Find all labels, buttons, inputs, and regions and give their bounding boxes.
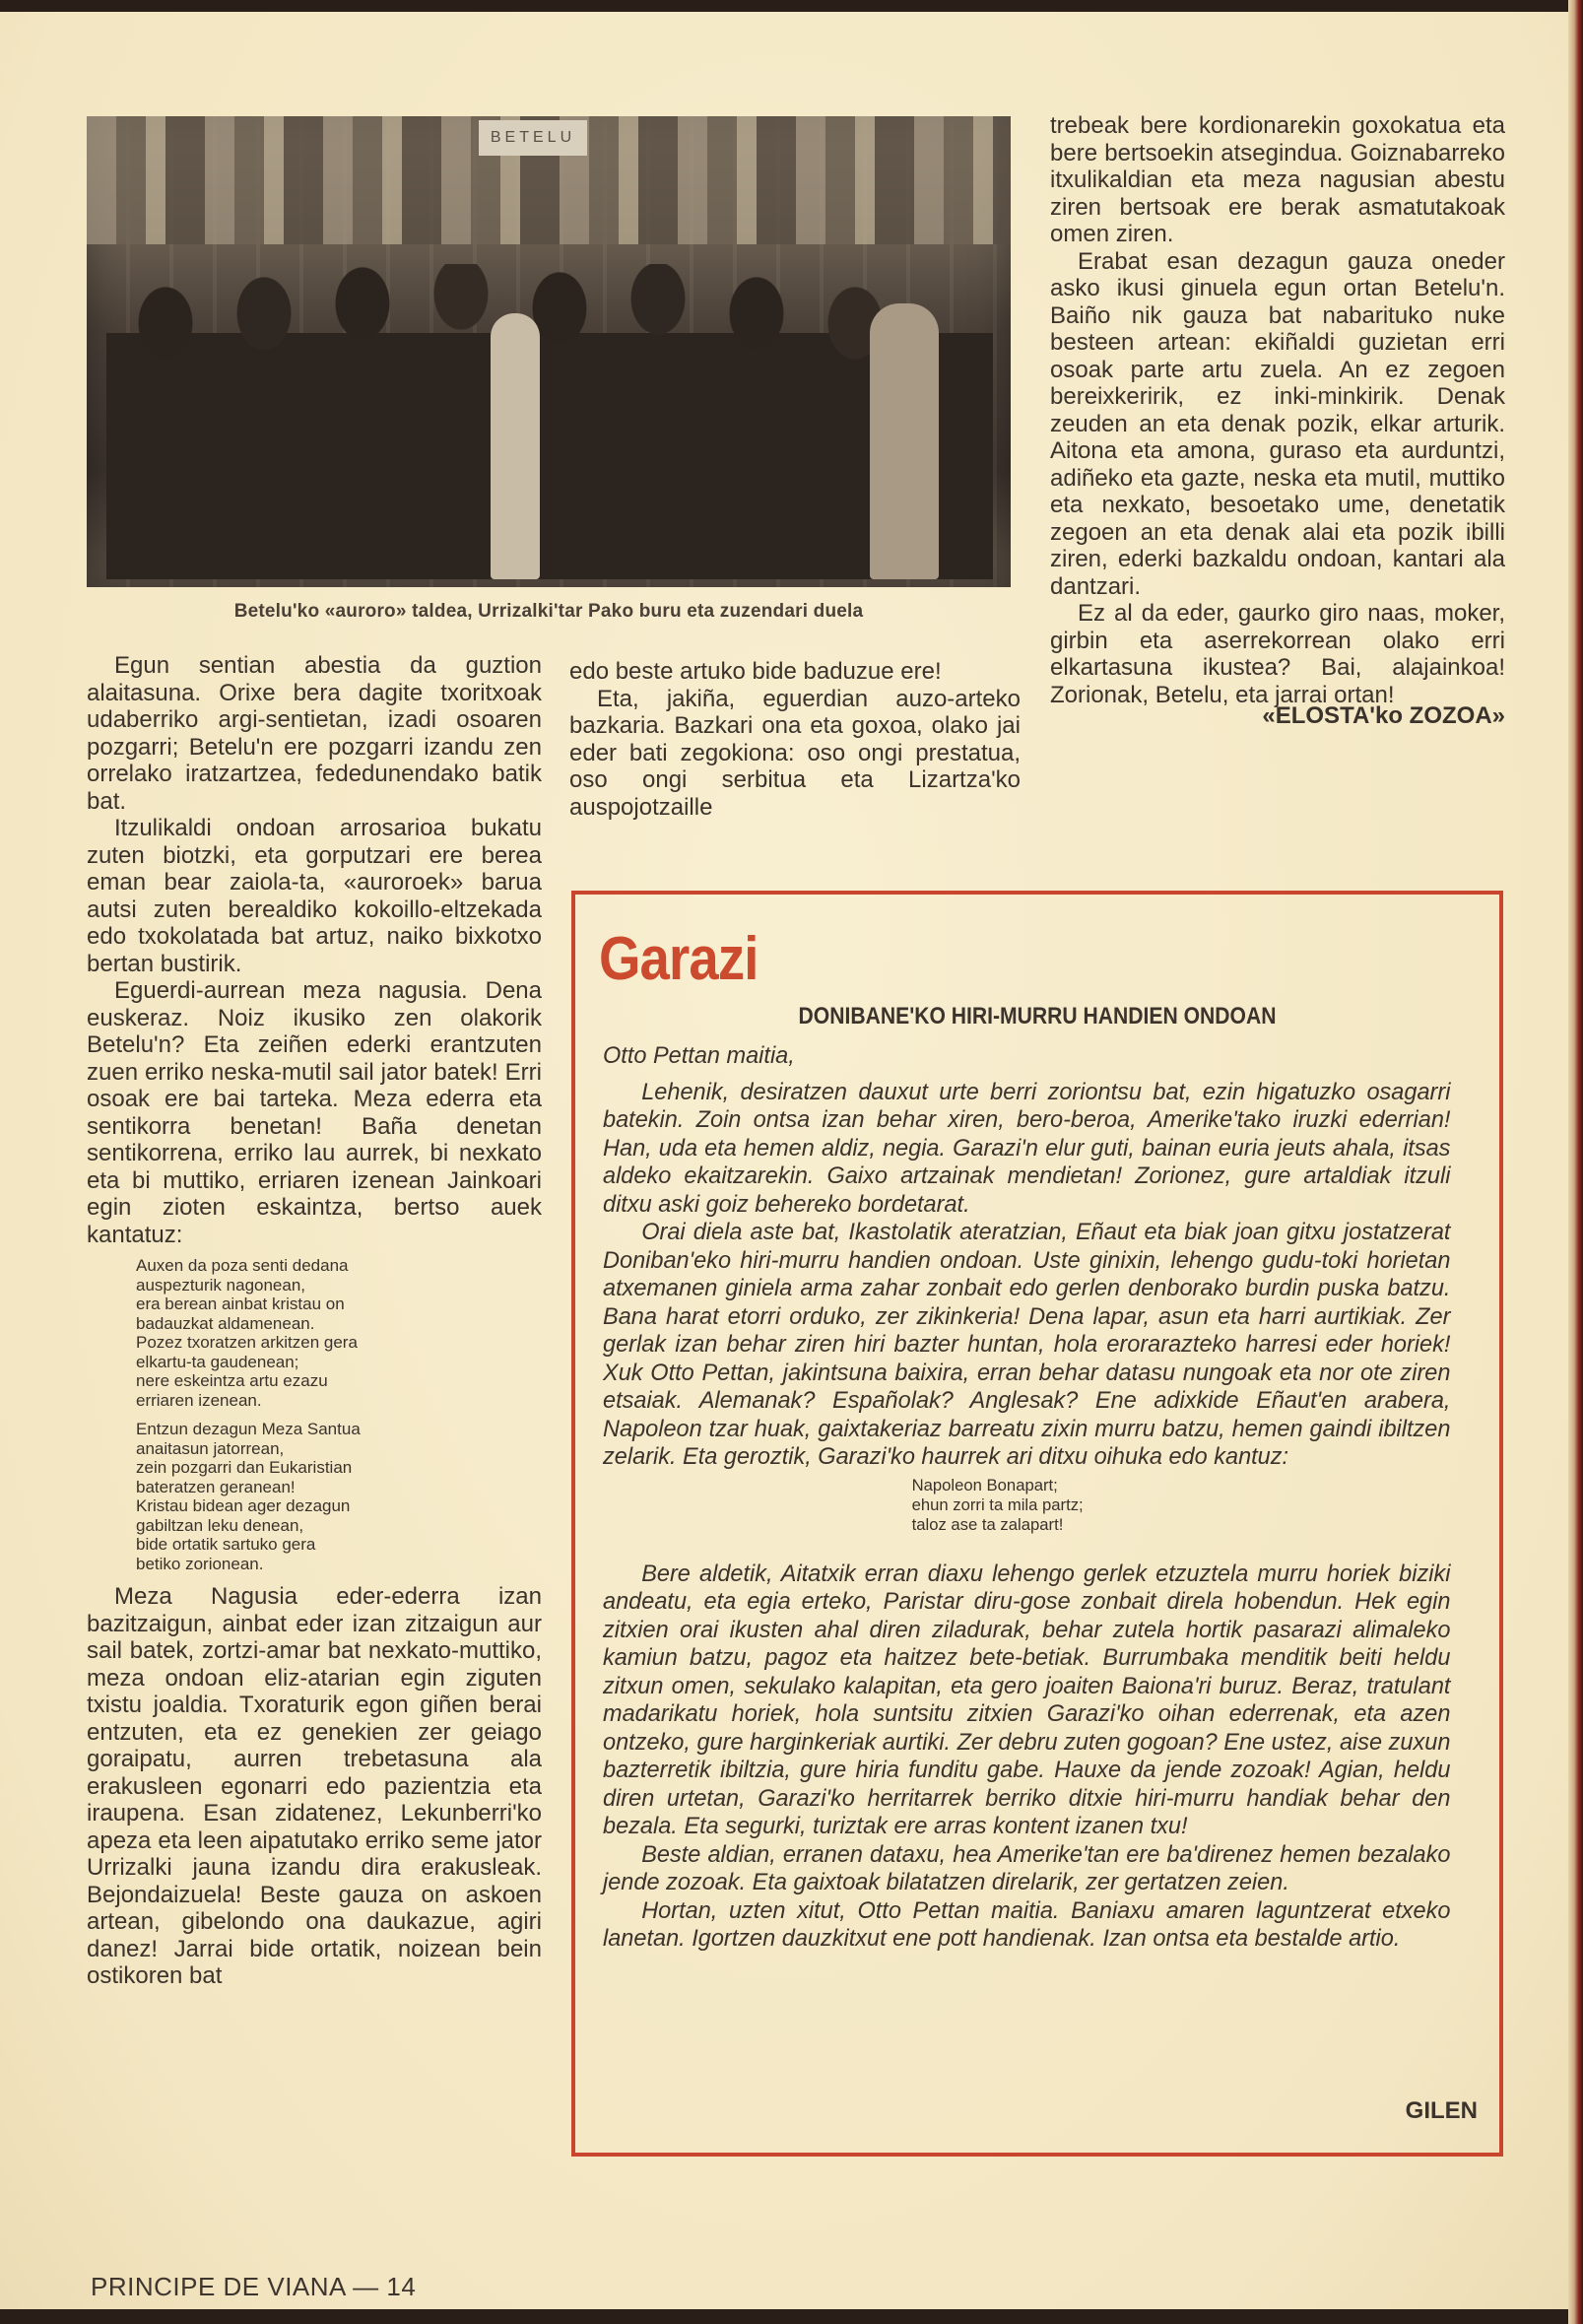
photo-caption: Betelu'ko «auroro» taldea, Urrizalki'tar Pako buru eta zuzendari duela [233, 601, 864, 622]
garazi-letter-body [603, 1042, 1450, 1954]
verse-line: erriaren izenean. [136, 1390, 262, 1410]
paragraph: Eta, jakiña, eguerdian auzo-arteko bazkaria. Bazkari ona eta goxoa, olako jai eder bati zegokiona: oso ongi prestatua, oso ongi serbitua eta Lizartza'ko auspojotzaille [569, 685, 1021, 821]
paragraph: Egun sentian abestia da guztion alaitasuna. Orixe bera dagite txoritxoak udaberriko argi-sentietan, izadi osoaren pozgarri; Betelu'n ere pozgarri izandu zen orrelako iratzartzea, fededunendako batik bat. [87, 652, 542, 815]
garazi-article-box [571, 891, 1503, 2157]
verse-line: Pozez txoratzen arkitzen gera [136, 1333, 358, 1352]
garazi-title: Garazi [599, 925, 759, 993]
paragraph: Lehenik, desiratzen dauxut urte berri zoriontsu bat, ezin higatuzko osagarri batekin. Zoin ontsa izan behar xiren, bero-beroa, Amerike'tako iruzki ederrian! Han, uda eta hemen aldiz, negia. Garazi'n elur guti, bainan euria jeuts ahala, itsas aldeko ekaitzarekin. Gaixo artzainak mendietan! Zorionez, gure artaldiak itzuli ditxu aski goiz behereko bordetarat. [603, 1078, 1451, 1218]
paragraph: Itzulikaldi ondoan arrosarioa bukatu zuten biotzki, eta gorputzari ere berea eman bear zaiola-ta, «auroroek» barua autsi zuten berealdiko kokoillo-eltzekada edo txokolatada bat artuz, naiko bixkotxo bertan bustirik. [87, 815, 542, 977]
article-right-column [1050, 112, 1505, 730]
verse-line: nere eskeintza artu ezazu [136, 1371, 328, 1390]
paragraph: Beste aldian, erranen dataxu, hea Amerike'tan ere ba'direnez hemen bezalako jende zozoak. Eta gaixtoak bilatatzen direlarik, zer gertatzen zeien. [603, 1840, 1451, 1895]
garazi-subtitle: DONIBANE'KO HIRI-MURRU HANDIEN ONDOAN [798, 1003, 1277, 1029]
verse-line: elkartu-ta gaudenean; [136, 1352, 299, 1371]
verse-stanza [136, 1256, 542, 1410]
verse-line: badauzkat aldamenean. [136, 1313, 315, 1333]
paragraph: Ez al da eder, gaurko giro naas, moker, girbin eta aserrekorrean olako erri elkartasuna ikustea? Bai, alajainkoa! Zorionak, Betelu, eta jarrai ortan! [1050, 600, 1505, 708]
paragraph: Eguerdi-aurrean meza nagusia. Dena euskeraz. Noiz ikusiko zen olakorik Betelu'n? Eta zeiñen ederki erantzuten zuen erriko neska-mutil sail jator batek! Erri osoak ere bai tarteka. Meza ederra eta sentikorra benetan! Baña denetan sentikorrena, erriko lau aurrek, bi nexkato eta bi muttiko, erriaren izenean Jainkoari egin zioten eskaintza, bertso auek kantatuz: [87, 977, 542, 1248]
paragraph: Orai diela aste bat, Ikastolatik ateratzian, Eñaut eta biak joan gitxu jostatzerat Doniban'eko hiri-murru handien ondoan. Uste ginixin, lehengo gudu-toki horietan atxemanen giniela arma zahar zonbait edo gerlen denborako burdin puska batzu. Bana harat etorri orduko, zer zikinkeria! Dena lapar, asun eta harri aurtikiak. Zer gerlak izan behar ziren hiri bazter huntan, hola erorarazteko harresi eder horiek! Xuk Otto Pettan, jakintsuna baixira, erran behar datasu nungoak eta nor ote ziren etsaiak. Alemanak? Españolak? Anglesak? Ene adixkide Eñaut'en arabera, Napoleon tzar huak, gaixtakeriaz barreatu zixin murru batzu, hemen gaindi ibiltzen zelarik. Eta geroztik, Garazi'ko haurrek ari ditxu oihuka edo kantuz: [603, 1219, 1451, 1470]
verse-stanza [136, 1420, 542, 1573]
paragraph: edo beste artuko bide baduzue ere! [569, 658, 942, 685]
article-middle-column [569, 658, 1021, 821]
paragraph: trebeak bere kordionarekin goxokatua eta bere bertsoekin atsegindua. Goiznabarreko itxulikaldian eta meza nagusian abestu ziren bertsoak ere berak asmatutakoak omen ziren. [1050, 112, 1505, 247]
book-edge [1568, 0, 1583, 2324]
verse-line: ehun zorri ta mila partz; [911, 1494, 1084, 1514]
verse-line: betiko zorionean. [136, 1554, 264, 1573]
verse-line: Auxen da poza senti dedana [136, 1256, 349, 1275]
article-signature: «ELOSTA'ko ZOZOA» [1262, 702, 1505, 729]
paragraph: Bere aldetik, Aitatxik erran diaxu lehengo gerlek etzuztela murru horiek biziki andeatu, eta egia erteko, Paristar diru-gose zonbait direla hobendun. Hek egin zitxien orai ikusten ahal diren ziladurak, behar zutela hortik pasarazi alimaleko kamiun batzu, pagoz eta haitzez bete-betiak. Burrumbaka menditik beiti heldu zitxun omen, sekulako kalapitan, eta gero joaiten Baiona'ri buruz. Beraz, tratulant madarikatu horiek, hola suntsitu zitxien Garazi'ko oihan ederrenak, eta azen ontzeko, gure harginkeriak aurtiki. Zer debru zuten gogoan? Ene ustez, aise zuxun bazterretik ibiltzia, gure hiria funditu gabe. Hauxe da jende zozoak! Agian, heldu diren urtetan, Garazi'ko herritarrek berriko ditxie hiri-murru handiak behar den bezala. Eta segurki, turiztak ere arras kontent izanen txu! [603, 1560, 1451, 1839]
verse-line: bateratzen geranean! [136, 1477, 296, 1496]
napoleon-verse [912, 1476, 1451, 1535]
verse-line: taloz ase ta zalapart! [911, 1514, 1064, 1534]
choir-group [106, 264, 993, 579]
verse-line: auspezturik nagonean, [136, 1275, 306, 1295]
verse-line: Entzun dezagun Meza Santua [136, 1420, 361, 1438]
paragraph: Hortan, uzten xitut, Otto Pettan maitia. Baniaxu amaren laguntzerat etxeko lanetan. Igortzen dauzkitxut ene pott handienak. Izan ontsa eta bestalde artio. [603, 1896, 1451, 1952]
singer-figure [491, 313, 540, 579]
choir-photo [87, 116, 1011, 587]
magazine-page [0, 12, 1568, 2309]
page-footer: PRINCIPE DE VIANA — 14 [91, 2272, 417, 2301]
verse-line: bide ortatik sartuko gera [136, 1535, 316, 1554]
letter-signature: GILEN [1405, 2097, 1478, 2124]
verse-line: era berean ainbat kristau on [136, 1295, 345, 1313]
director-figure [870, 303, 939, 579]
verse-line: gabiltzan leku denean, [136, 1515, 304, 1535]
paragraph: Erabat esan dezagun gauza oneder asko ikusi ginuela egun ortan Betelu'n. Baiño nik gauza bat nabarituko nuke besteen artean: ekiñaldi guzietan erri osoak parte artu zuela. An ez zegoen bereixkeririk, ez inki-minkirik. Denak zeuden an eta denak pozik, elkar arturik. Aitona eta amona, guraso eta aurduntzi, adiñeko eta gazte, neska eta mutil, muttiko eta nexkato, besoetako ume, denetatik zegoen an eta denak alai eta pozik ibilli ziren, ederki bazkaldu ondoan, kantari ala dantzari. [1050, 247, 1505, 600]
verse-line: anaitasun jatorrean, [136, 1438, 285, 1458]
verse-line: zein pozgarri dan Eukaristian [136, 1458, 353, 1477]
letter-salutation: Otto Pettan maitia, [603, 1042, 795, 1069]
verse-block [136, 1256, 542, 1573]
verse-line: Kristau bidean ager dezagun [136, 1496, 351, 1515]
betelu-sign: BETELU [479, 120, 587, 156]
paragraph: Meza Nagusia eder-ederra izan bazitzaigun, ainbat eder izan zitzaigun aur sail batek, zortzi-amar bat nexkato-muttiko, meza ondoan eliz-atarian egin ziguten txistu joaldia. Txoraturik egon giñen berai entzuten, eta ez genekien zer geiago goraipatu, aurren trebetasuna ala erakusleen egonarri edo pazientzia eta iraupena. Esan zidatenez, Lekunberri'ko apeza eta leen aipatutako erriko seme jator Urrizalki jauna izandu dira erakusleak. Bejondaizuela! Beste gauza on askoen artean, gibelondo ona daukazue, agiri danez! Jarrai bide ortatik, noizean bein ostikoren bat [87, 1583, 542, 1989]
verse-line: Napoleon Bonapart; [911, 1475, 1058, 1494]
article-left-column [87, 652, 542, 1990]
